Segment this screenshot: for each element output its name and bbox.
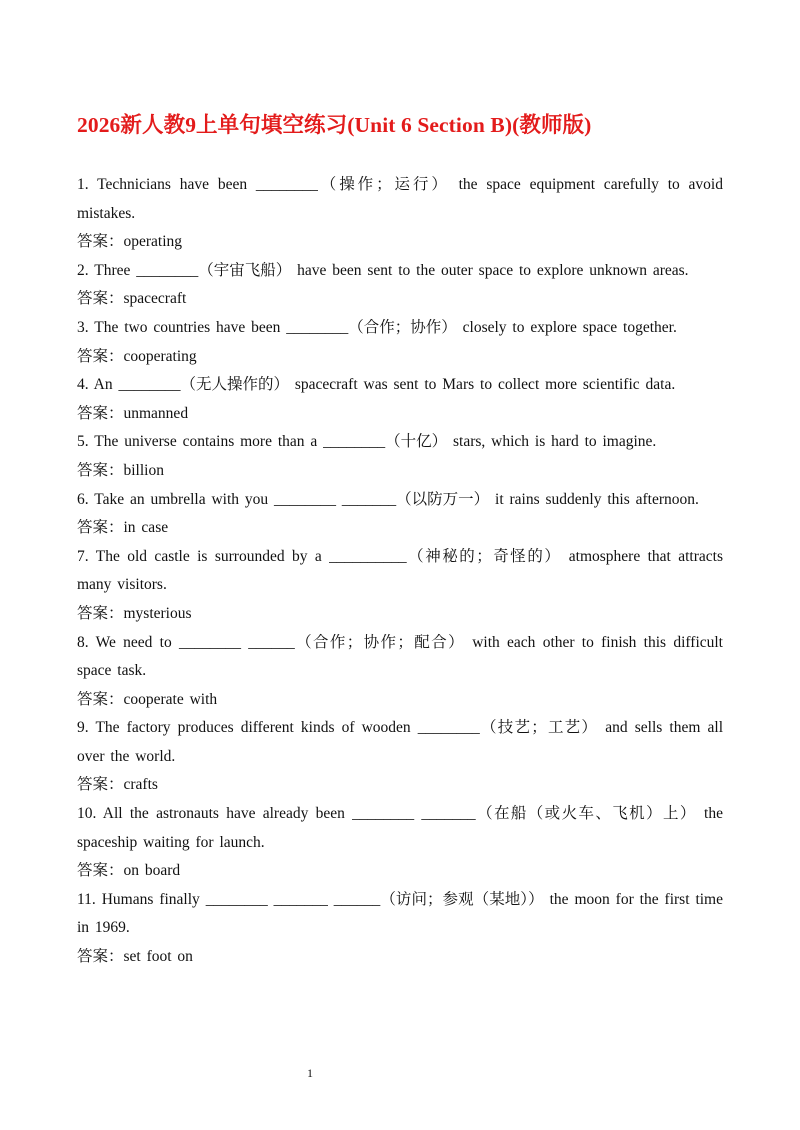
answer-text: 答案：cooperate with [77,690,218,708]
question-text: 9. The factory produces different kinds of wooden ________（技艺；工艺） and sells them all over the world. [77,719,723,765]
answer-text: 答案：set foot on [77,948,193,966]
answer-text: 答案：cooperating [77,347,197,365]
answer-text: 答案：operating [77,233,183,251]
answer-text: 答案：on board [77,862,181,880]
question-text: 7. The old castle is surrounded by a __________（神秘的；奇怪的） atmosphere that attracts many visitors. [77,547,723,594]
question-text: 11. Humans finally ________ _______ ______（访问；参观（某地）） the moon for the first time in 1969. [77,890,723,937]
question-text: 8. We need to ________ ______（合作；协作；配合） with each other to finish this difficult space task. [77,633,723,680]
answer-text: 答案：crafts [77,776,158,794]
answer-text: 答案：billion [77,461,164,479]
answer-text: 答案：in case [77,519,169,537]
answer-text: 答案：spacecraft [77,290,187,308]
answer-text: 答案：unmanned [77,404,189,422]
question-text: 6. Take an umbrella with you ________ _______（以防万一） it rains suddenly this afternoon. [77,490,699,508]
question-text: 2. Three ________（宇宙飞船） have been sent to the outer space to explore unknown areas. [77,261,689,279]
question-text: 10. All the astronauts have already been ________ _______（在船（或火车、飞机）上） the spaceship waiting for launch. [77,805,723,851]
question-text: 1. Technicians have been ________（操作；运行） the space equipment carefully to avoid mistakes. [77,176,723,222]
answer-text: 答案：mysterious [77,604,192,622]
exercise-list [77,171,723,972]
page-number: 1 [307,1066,313,1080]
page-title: 2026新人教9上单句填空练习(Unit 6 Section B)(教师版) [77,113,592,137]
question-text: 4. An ________（无人操作的） spacecraft was sent to Mars to collect more scientific data. [77,376,676,394]
question-text: 5. The universe contains more than a ________（十亿） stars, which is hard to imagine. [77,433,657,451]
question-text: 3. The two countries have been ________（合作；协作） closely to explore space together. [77,318,677,336]
